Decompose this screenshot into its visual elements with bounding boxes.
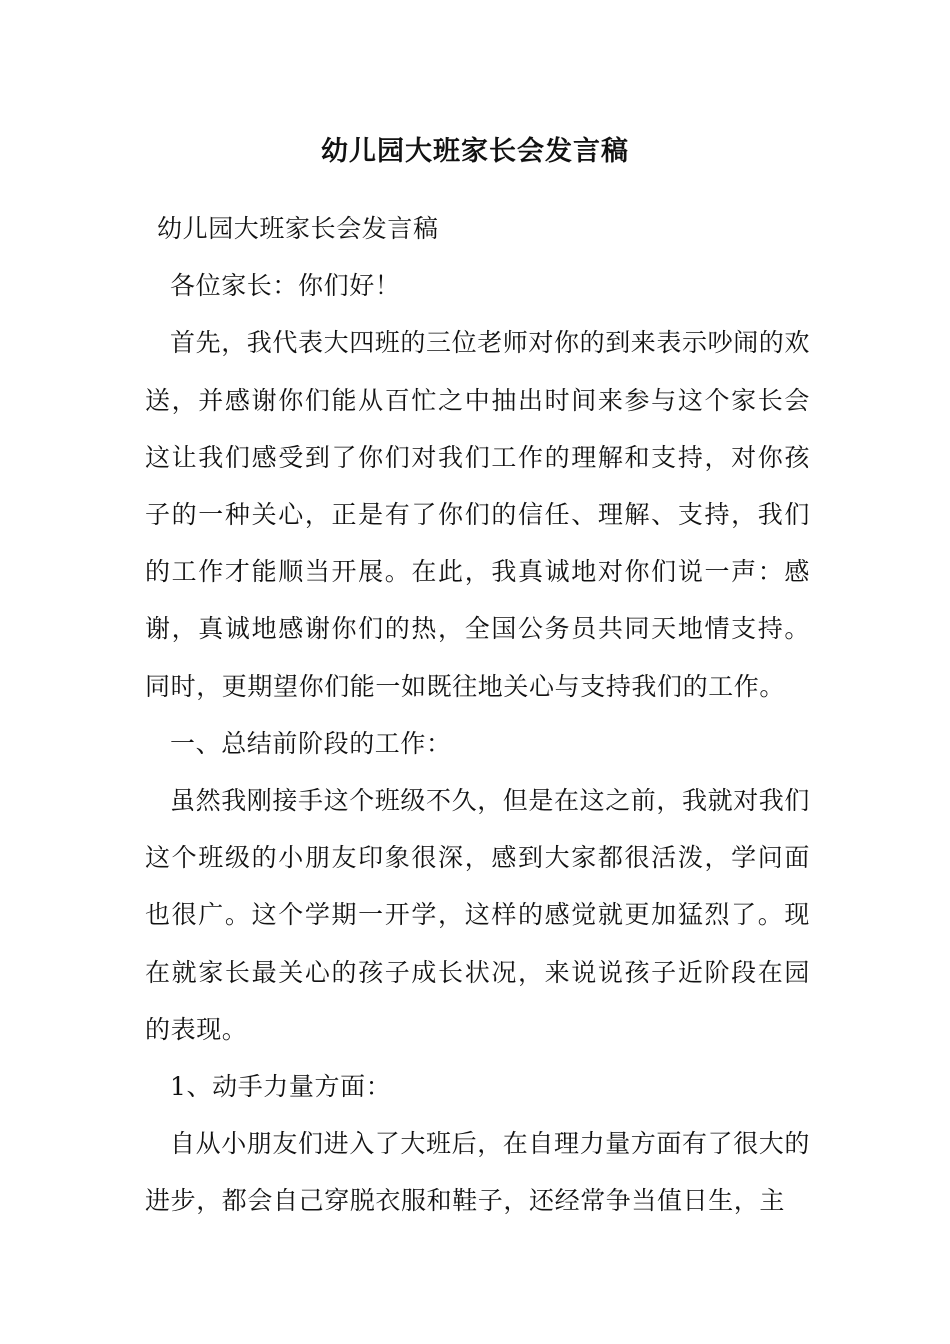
summary-paragraph: 虽然我刚接手这个班级不久，但是在这之前，我就对我们这个班级的小朋友印象很深，感到大家都很活泼，学问面也很广。这个学期一开学，这样的感觉就更加猛烈了。现在就家长最关心的孩子成长状况，来说说孩子近阶段在园的表现。 [145,786,811,1044]
greeting-paragraph: 各位家长：你们好！ [170,271,401,301]
section-heading-summary: 一、总结前阶段的工作： [170,728,452,758]
welcome-paragraph: 首先，我代表大四班的三位老师对你的到来表示吵闹的欢送，并感谢你们能从百忙之中抽出时间来参与这个家长会这让我们感受到了你们对我们工作的理解和支持，对你孩子的一种关心，正是有了你们的信任、理解、支持，我们的工作才能顺当开展。在此，我真诚地对你们说一声：感谢，真诚地感谢你们的热，全国公务员共同天地情支持。同时，更期望你们能一如既往地关心与支持我们的工作。 [145,328,811,701]
subtitle-paragraph: 幼儿园大班家长会发言稿 [157,214,439,243]
hands-on-paragraph: 自从小朋友们进入了大班后，在自理力量方面有了很大的进步，都会自己穿脱衣服和鞋子，还经常争当值日生，主 [145,1129,811,1216]
subsection-heading-hands-on: 1、动手力量方面： [170,1072,392,1102]
document-title: 幼儿园大班家长会发言稿 [321,136,629,167]
document-body [145,200,810,1230]
